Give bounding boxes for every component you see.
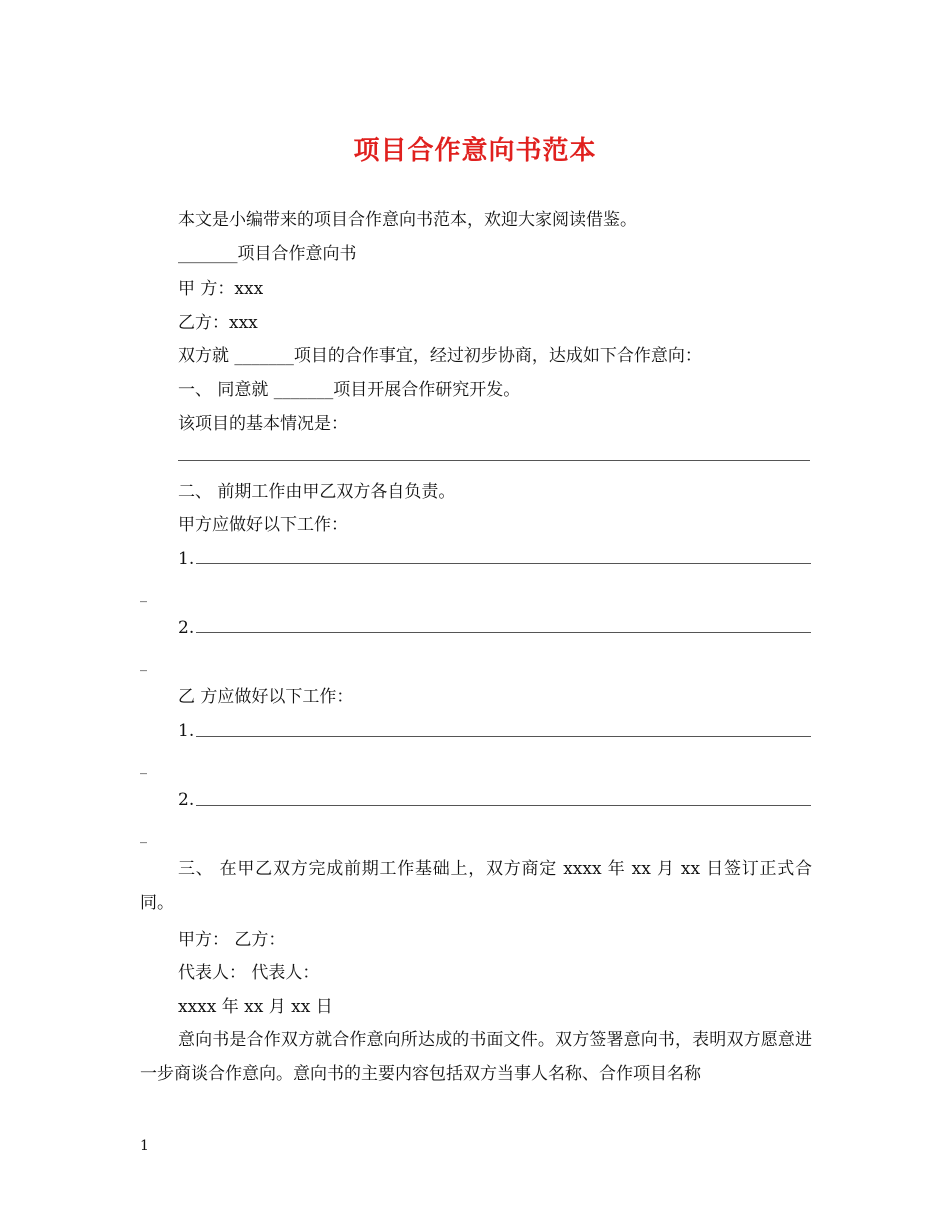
party-b-item-2-blank	[196, 805, 811, 806]
signature-parties: 甲方： 乙方：	[178, 930, 286, 950]
document-title: 项目合作意向书范本	[353, 136, 597, 166]
preamble-text: 双方就 _______项目的合作事宜，经过初步协商，达成如下合作意向：	[178, 346, 702, 366]
party-a-item-1-blank	[196, 563, 811, 564]
party-b-item-1-tail: _	[140, 759, 147, 775]
party-b-item-1-number: 1.	[178, 721, 195, 741]
clause-two: 二、 前期工作由甲乙双方各自负责。	[178, 482, 456, 502]
clause-one: 一、 同意就 _______项目开展合作研究开发。	[178, 380, 521, 400]
basic-info-blank	[178, 460, 810, 461]
party-a-item-2-number: 2.	[178, 618, 195, 638]
signature-date: xxxx 年 xx 月 xx 日	[178, 997, 333, 1017]
party-b-line: 乙方：xxx	[178, 313, 258, 333]
party-b-item-2-number: 2.	[178, 790, 195, 810]
signature-representatives: 代表人： 代表人：	[178, 963, 320, 983]
party-a-item-2-blank	[196, 632, 811, 633]
party-b-work-heading: 乙 方应做好以下工作：	[178, 687, 354, 707]
party-a-line: 甲 方：xxx	[178, 279, 264, 299]
basic-info-label: 该项目的基本情况是：	[178, 414, 348, 434]
party-a-work-heading: 甲方应做好以下工作：	[178, 515, 348, 535]
agreement-subtitle: _______项目合作意向书	[178, 244, 357, 264]
closing-paragraph: 意向书是合作双方就合作意向所达成的书面文件。双方签署意向书，表明双方愿意进一步商谈合作意向。意向书的主要内容包括双方当事人名称、合作项目名称	[140, 1030, 812, 1084]
intro-text: 本文是小编带来的项目合作意向书范本，欢迎大家阅读借鉴。	[178, 210, 637, 230]
party-a-item-1-number: 1.	[178, 549, 195, 569]
page-number: 1	[140, 1138, 149, 1154]
clause-three: 三、 在甲乙双方完成前期工作基础上，双方商定 xxxx 年 xx 月 xx 日签订正式合同。	[140, 859, 812, 913]
party-b-item-1-blank	[196, 736, 811, 737]
party-a-item-1-tail: _	[140, 587, 147, 603]
party-a-item-2-tail: _	[140, 656, 147, 672]
party-b-item-2-tail: _	[140, 828, 147, 844]
